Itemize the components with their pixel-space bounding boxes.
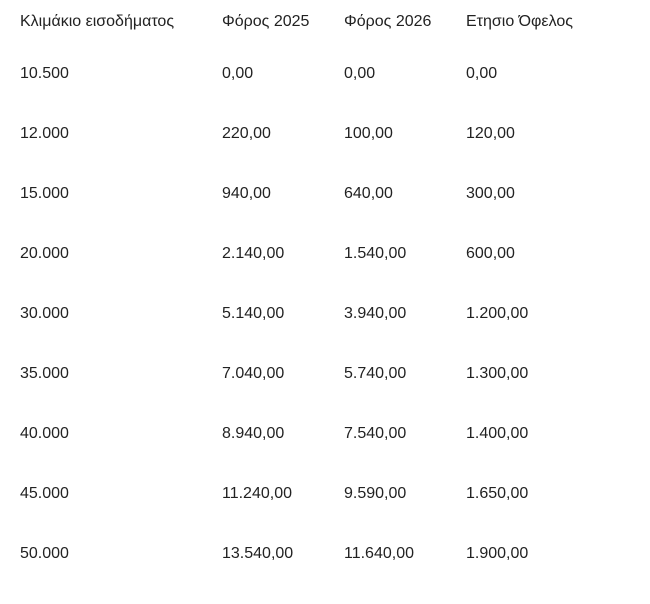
- header-income-bracket: Κλιμάκιο εισοδήματος: [20, 13, 175, 30]
- cell-tax-2025: 220,00: [222, 125, 271, 142]
- table-row: [0, 404, 640, 464]
- cell-income-bracket: 50.000: [20, 545, 69, 562]
- cell-tax-2025: 2.140,00: [222, 245, 285, 262]
- cell-tax-2026: 5.740,00: [344, 365, 407, 382]
- table-row: [0, 104, 640, 164]
- cell-tax-2025: 5.140,00: [222, 305, 285, 322]
- cell-annual-benefit: 1.650,00: [466, 485, 529, 502]
- cell-annual-benefit: 1.900,00: [466, 545, 529, 562]
- cell-annual-benefit: 600,00: [466, 245, 515, 262]
- table-row: [0, 44, 640, 104]
- cell-tax-2025: 7.040,00: [222, 365, 285, 382]
- header-annual-benefit: Ετησιο Όφελος: [466, 13, 573, 30]
- cell-tax-2026: 0,00: [344, 65, 376, 82]
- cell-tax-2026: 3.940,00: [344, 305, 407, 322]
- cell-income-bracket: 40.000: [20, 425, 69, 442]
- cell-income-bracket: 12.000: [20, 125, 69, 142]
- table-row: [0, 224, 640, 284]
- cell-annual-benefit: 1.200,00: [466, 305, 529, 322]
- cell-tax-2025: 940,00: [222, 185, 271, 202]
- cell-income-bracket: 30.000: [20, 305, 69, 322]
- cell-annual-benefit: 120,00: [466, 125, 515, 142]
- cell-tax-2026: 1.540,00: [344, 245, 407, 262]
- cell-annual-benefit: 1.300,00: [466, 365, 529, 382]
- cell-income-bracket: 15.000: [20, 185, 69, 202]
- table-row: [0, 284, 640, 344]
- cell-tax-2026: 9.590,00: [344, 485, 407, 502]
- cell-tax-2025: 13.540,00: [222, 545, 294, 562]
- cell-tax-2026: 100,00: [344, 125, 393, 142]
- cell-tax-2025: 8.940,00: [222, 425, 285, 442]
- table-row: [0, 524, 640, 584]
- cell-income-bracket: 45.000: [20, 485, 69, 502]
- cell-tax-2025: 0,00: [222, 65, 254, 82]
- cell-income-bracket: 35.000: [20, 365, 69, 382]
- header-tax-2025: Φόρος 2025: [222, 13, 310, 30]
- cell-tax-2026: 11.640,00: [344, 545, 414, 562]
- header-tax-2026: Φόρος 2026: [344, 13, 432, 30]
- cell-annual-benefit: 0,00: [466, 65, 498, 82]
- table-row: [0, 164, 640, 224]
- cell-tax-2025: 11.240,00: [222, 485, 292, 502]
- cell-tax-2026: 640,00: [344, 185, 393, 202]
- table-row: [0, 344, 640, 404]
- cell-income-bracket: 10.500: [20, 65, 69, 82]
- cell-income-bracket: 20.000: [20, 245, 69, 262]
- cell-annual-benefit: 300,00: [466, 185, 515, 202]
- cell-tax-2026: 7.540,00: [344, 425, 407, 442]
- cell-annual-benefit: 1.400,00: [466, 425, 529, 442]
- table-header-row: [0, 0, 640, 44]
- table-row: [0, 464, 640, 524]
